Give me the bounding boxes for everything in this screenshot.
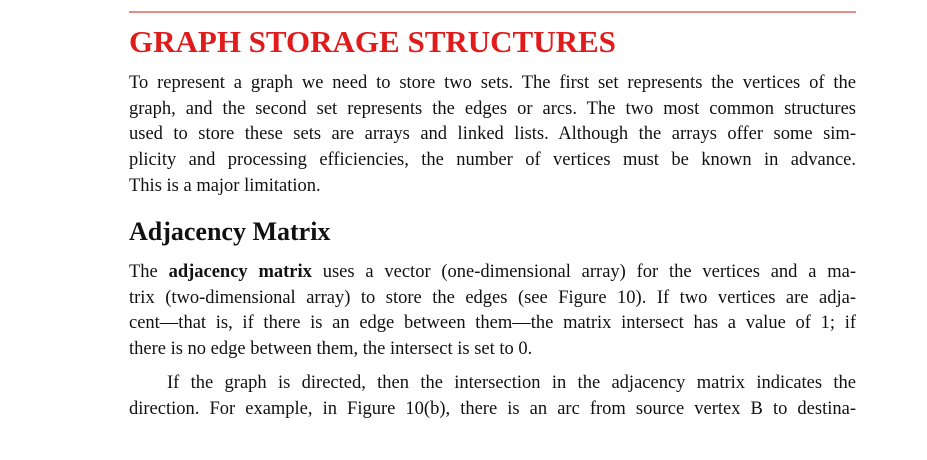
subsection-title: Adjacency Matrix xyxy=(129,217,331,246)
adjacency-matrix-term: adjacency matrix xyxy=(168,262,312,282)
adjacency-line xyxy=(129,260,856,286)
intro-line: plicity and processing efficiencies, the number of vertices must be known in advance. xyxy=(129,150,856,171)
section-title: GRAPH STORAGE STRUCTURES xyxy=(129,24,616,59)
intro-paragraph xyxy=(129,71,856,200)
intro-line: This is a major limitation. xyxy=(129,175,321,196)
adjacency-paragraph-2 xyxy=(129,371,856,422)
adjacency-line: there is no edge between them, the intersect is set to 0. xyxy=(129,339,533,360)
intro-line: graph, and the second set represents the edges or arcs. The two most common structures xyxy=(129,98,856,119)
adjacency-line: trix (two-dimensional array) to store the edges (see Figure 10). If two vertices are adja- xyxy=(129,287,856,308)
adjacency-line: cent—that is, if there is an edge between them—the matrix intersect has a value of 1; if xyxy=(129,313,856,334)
intro-line: To represent a graph we need to store two sets. The first set represents the vertices of the xyxy=(129,73,856,93)
line-prefix: The xyxy=(129,262,169,282)
intro-line: used to store these sets are arrays and linked lists. Although the arrays offer some sim- xyxy=(129,124,856,145)
adjacency-line: direction. For example, in Figure 10(b), there is an arc from source vertex B to destina- xyxy=(129,398,856,419)
line-rest: uses a vector (one-dimensional array) for the vertices and a ma- xyxy=(311,262,856,282)
header-rule xyxy=(129,11,856,13)
adjacency-paragraph-1 xyxy=(129,260,856,363)
adjacency-line: If the graph is directed, then the intersection in the adjacency matrix indicates the xyxy=(167,373,856,393)
